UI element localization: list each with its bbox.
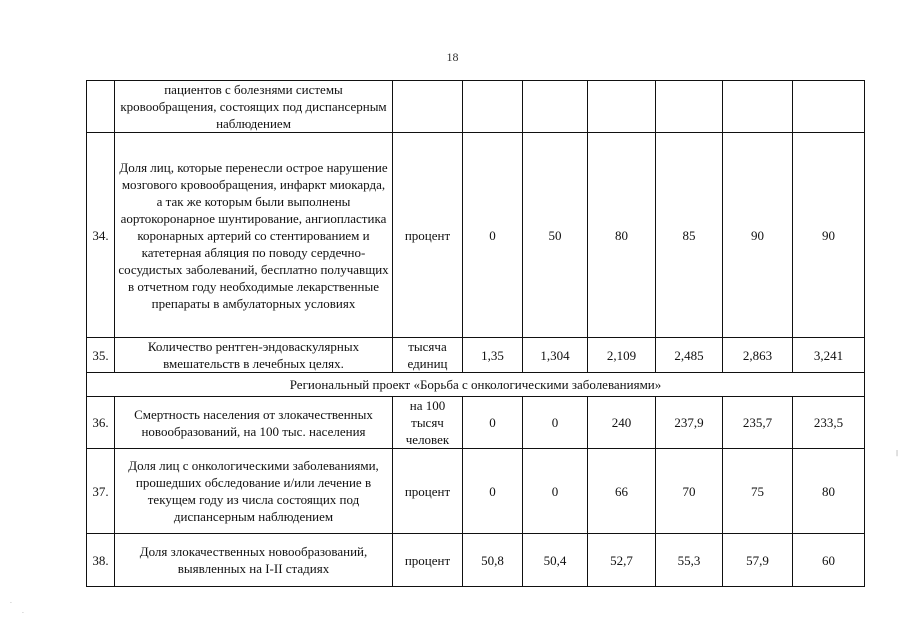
- value-cell: [463, 81, 523, 133]
- value-cell: 66: [588, 449, 656, 534]
- value-cell: 85: [656, 133, 723, 338]
- value-cell: 2,485: [656, 338, 723, 373]
- value-cell: [656, 81, 723, 133]
- value-cell: 70: [656, 449, 723, 534]
- scan-mark: ·: [22, 610, 24, 617]
- section-title: Региональный проект «Борьба с онкологическими заболеваниями»: [87, 373, 865, 397]
- unit-cell: на 100 тысяч человек: [393, 397, 463, 449]
- table-row: [87, 534, 865, 587]
- indicator-name: Доля злокачественных новообразований, выявленных на I-II стадиях: [115, 534, 393, 587]
- unit-cell: процент: [393, 133, 463, 338]
- unit-cell: процент: [393, 449, 463, 534]
- indicator-name: Количество рентген-эндоваскулярных вмешательств в лечебных целях.: [115, 338, 393, 373]
- value-cell: 233,5: [793, 397, 865, 449]
- value-cell: 90: [723, 133, 793, 338]
- value-cell: 240: [588, 397, 656, 449]
- value-cell: 2,109: [588, 338, 656, 373]
- value-cell: 3,241: [793, 338, 865, 373]
- value-cell: 1,304: [523, 338, 588, 373]
- value-cell: 2,863: [723, 338, 793, 373]
- value-cell: [793, 81, 865, 133]
- row-number: 34.: [87, 133, 115, 338]
- table-row: [87, 397, 865, 449]
- value-cell: 0: [523, 397, 588, 449]
- page-number: 18: [446, 50, 459, 64]
- indicator-name: Доля лиц, которые перенесли острое нарушение мозгового кровообращения, инфаркт миокарда, а так же которым были выполнены аортокоронарное шунтирование, ангиопластика коронарных артерий со стентированием и катетерная абляция по поводу сердечно-сосудистых заболеваний, бесплатно получавщих в отчетном году необходимые лекарственные препараты в амбулаторных условиях: [115, 133, 393, 338]
- row-number: 35.: [87, 338, 115, 373]
- value-cell: 60: [793, 534, 865, 587]
- value-cell: 50,4: [523, 534, 588, 587]
- value-cell: 55,3: [656, 534, 723, 587]
- value-cell: 1,35: [463, 338, 523, 373]
- table-row: [87, 338, 865, 373]
- row-number: 37.: [87, 449, 115, 534]
- indicator-name: Смертность населения от злокачественных новообразований, на 100 тыс. населения: [115, 397, 393, 449]
- value-cell: 80: [588, 133, 656, 338]
- unit-cell: тысяча единиц: [393, 338, 463, 373]
- value-cell: 0: [523, 449, 588, 534]
- value-cell: [523, 81, 588, 133]
- table-row: [87, 81, 865, 133]
- section-row: [87, 373, 865, 397]
- row-number: 38.: [87, 534, 115, 587]
- scan-mark: ·: [10, 600, 12, 607]
- indicator-name: пациентов с болезнями системы кровообращения, состоящих под диспансерным наблюдением: [115, 81, 393, 133]
- value-cell: 0: [463, 449, 523, 534]
- value-cell: 90: [793, 133, 865, 338]
- value-cell: 52,7: [588, 534, 656, 587]
- row-number: 36.: [87, 397, 115, 449]
- value-cell: 57,9: [723, 534, 793, 587]
- value-cell: 75: [723, 449, 793, 534]
- value-cell: [723, 81, 793, 133]
- value-cell: 0: [463, 397, 523, 449]
- table-row: [87, 133, 865, 338]
- row-number: [87, 81, 115, 133]
- scan-mark: |: [896, 450, 899, 457]
- unit-cell: [393, 81, 463, 133]
- value-cell: 50: [523, 133, 588, 338]
- value-cell: 235,7: [723, 397, 793, 449]
- value-cell: 80: [793, 449, 865, 534]
- indicators-table: [86, 80, 865, 587]
- value-cell: 0: [463, 133, 523, 338]
- value-cell: [588, 81, 656, 133]
- table-row: [87, 449, 865, 534]
- value-cell: 50,8: [463, 534, 523, 587]
- unit-cell: процент: [393, 534, 463, 587]
- indicator-name: Доля лиц с онкологическими заболеваниями, прошедших обследование и/или лечение в текущем году из числа состоящих под диспансерным наблюдением: [115, 449, 393, 534]
- value-cell: 237,9: [656, 397, 723, 449]
